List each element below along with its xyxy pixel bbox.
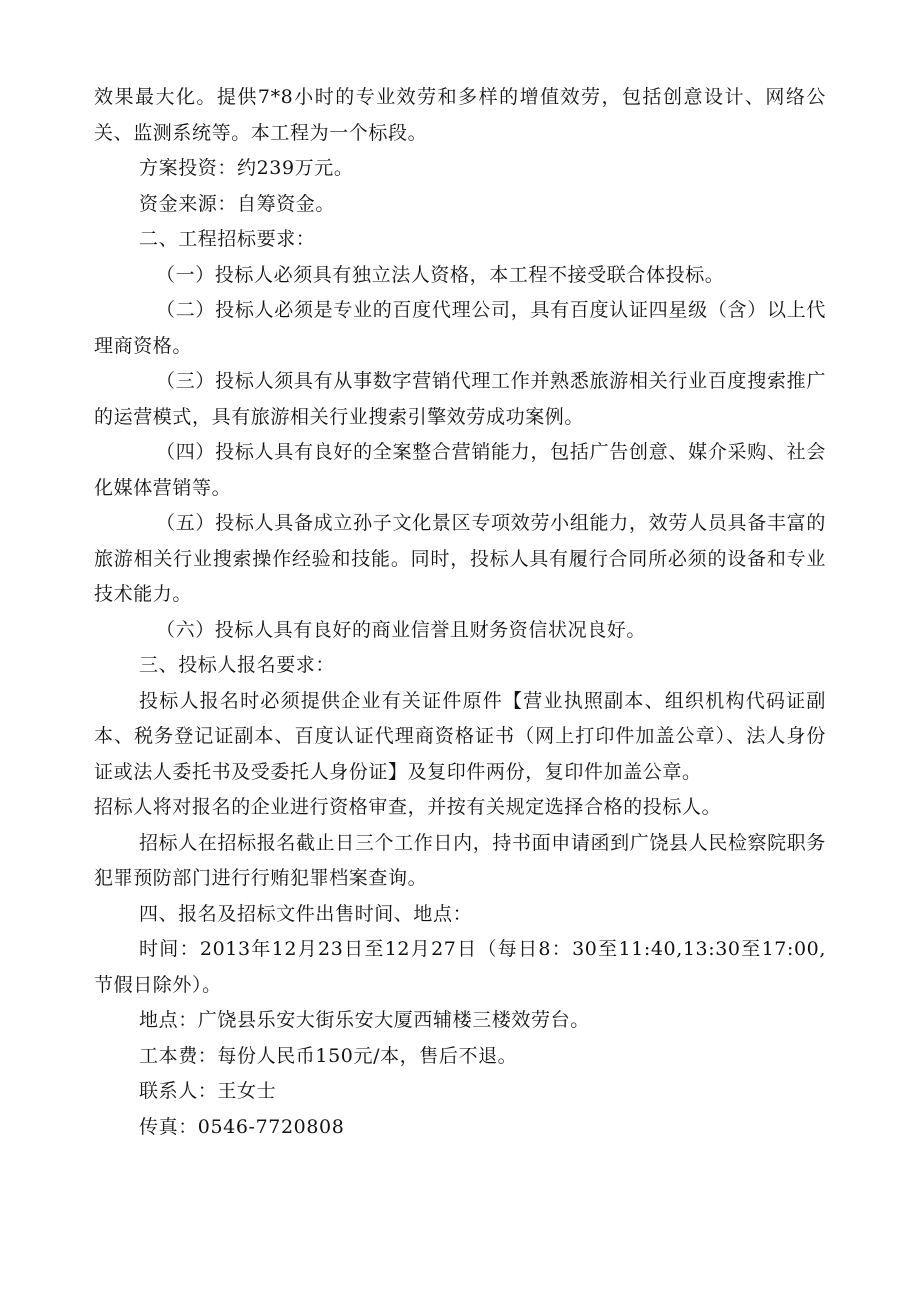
document-body bbox=[94, 80, 826, 1145]
requirement-item-5: （五）投标人具备成立孙子文化景区专项效劳小组能力，效劳人员具备丰富的旅游相关行业搜索操作经验和技能。同时，投标人具有履行合同所必须的设备和专业技术能力。 bbox=[94, 512, 826, 605]
requirement-item-1: （一）投标人必须具有独立法人资格，本工程不接受联合体投标。 bbox=[156, 263, 725, 286]
paragraph-sale-location: 地点：广饶县乐安大街乐安大厦西辅楼三楼效劳台。 bbox=[139, 1009, 590, 1031]
paragraph-registration-documents: 投标人报名时必须提供企业有关证件原件【营业执照副本、组织机构代码证副本、税务登记证副本、百度认证代理商资格证书（网上打印件加盖公章）、法人身份证或法人委托书及受委托人身份证】及复印件两份，复印件加盖公章。 bbox=[94, 689, 826, 783]
paragraph-qualification-review: 招标人将对报名的企业进行资格审查，并按有关规定选择合格的投标人。 bbox=[94, 796, 722, 818]
paragraph-intro-continuation: 效果最大化。提供7*8小时的专业效劳和多样的增值效劳，包括创意设计、网络公关、监测系统等。本工程为一个标段。 bbox=[94, 86, 826, 144]
paragraph-contact-person: 联系人：王女士 bbox=[139, 1080, 277, 1102]
paragraph-sale-time: 时间：2013年12月23日至12月27日（每日8：30至11:40,13:30至17:00,节假日除外）。 bbox=[94, 938, 826, 996]
requirement-item-6: （六）投标人具有良好的商业信誉且财务资信状况良好。 bbox=[156, 618, 647, 641]
section-heading-registration: 三、投标人报名要求： bbox=[139, 654, 336, 676]
requirement-item-2: （二）投标人必须是专业的百度代理公司，具有百度认证四星级（含）以上代理商资格。 bbox=[94, 299, 826, 357]
paragraph-document-fee: 工本费：每份人民币150元/本，售后不退。 bbox=[139, 1044, 518, 1067]
section-heading-bid-requirements: 二、工程招标要求： bbox=[139, 228, 316, 250]
paragraph-fax: 传真：0546-7720808 bbox=[139, 1115, 345, 1138]
paragraph-funding-source: 资金来源：自筹资金。 bbox=[139, 192, 336, 215]
section-heading-sale-time-place: 四、报名及招标文件出售时间、地点： bbox=[139, 902, 473, 925]
requirement-item-3: （三）投标人须具有从事数字营销代理工作并熟悉旅游相关行业百度搜索推广的运营模式，具有旅游相关行业搜索引擎效劳成功案例。 bbox=[94, 370, 826, 428]
requirement-item-4: （四）投标人具有良好的全案整合营销能力，包括广告创意、媒介采购、社会化媒体营销等。 bbox=[94, 441, 826, 499]
paragraph-investment: 方案投资：约239万元。 bbox=[139, 157, 354, 179]
paragraph-bribery-record-check: 招标人在招标报名截止日三个工作日内，持书面申请函到广饶县人民检察院职务犯罪预防部门进行行贿犯罪档案查询。 bbox=[94, 831, 826, 889]
